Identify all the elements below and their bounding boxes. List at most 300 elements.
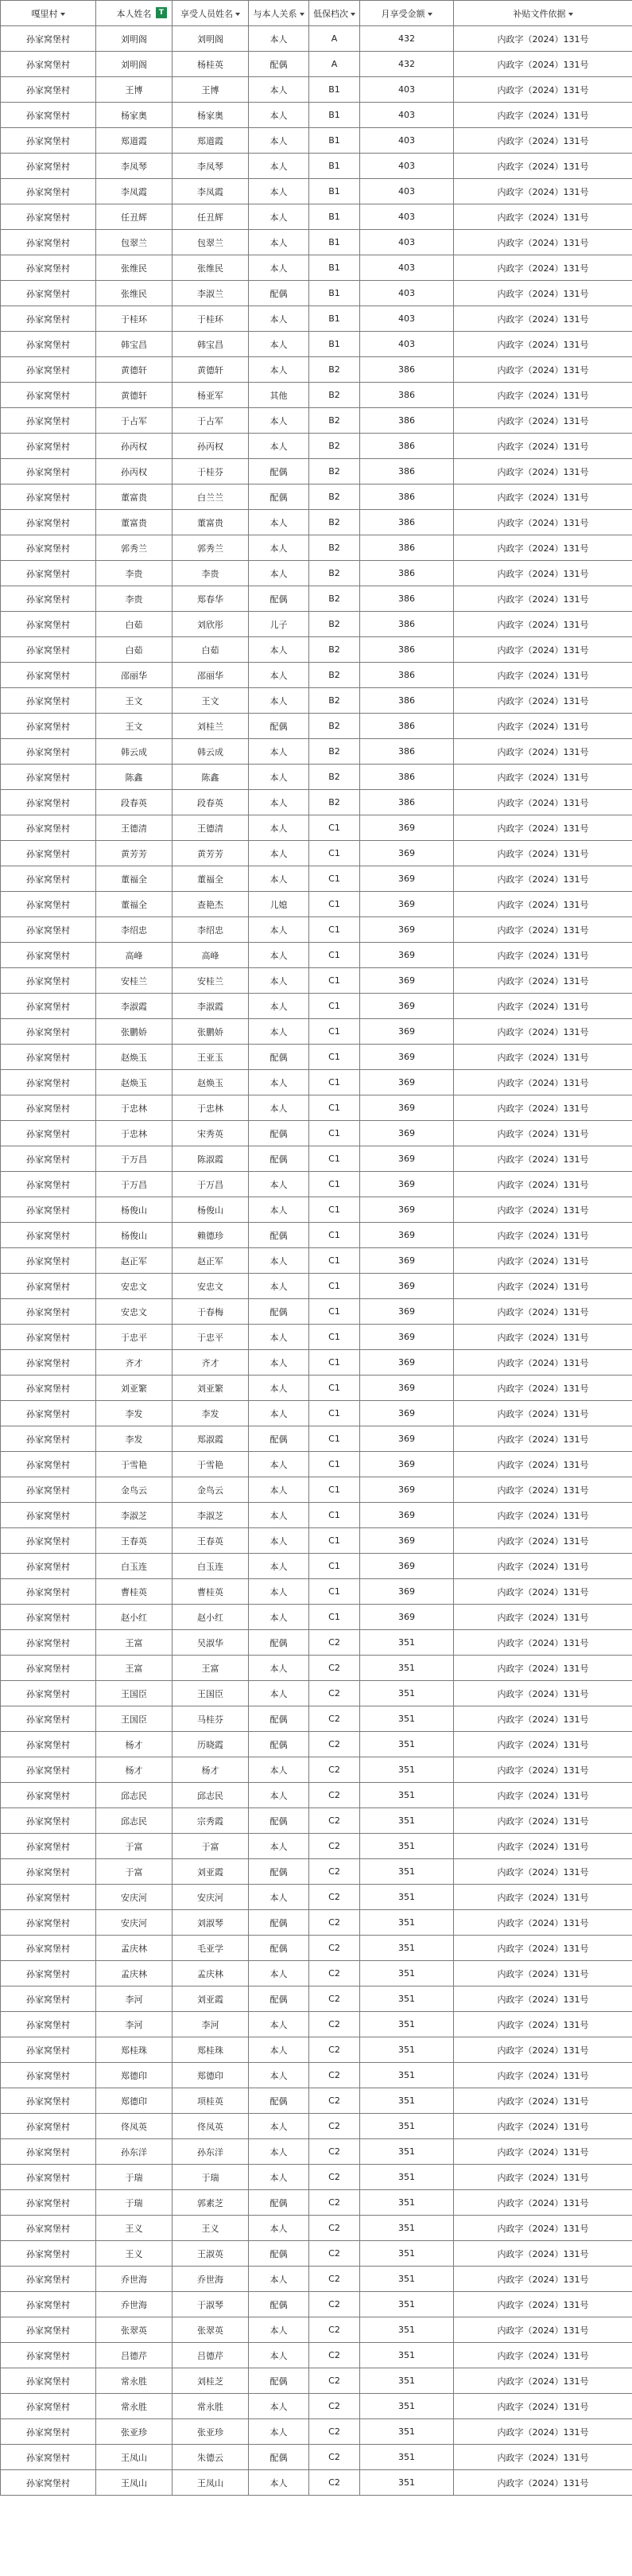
cell-tier[interactable]: C2 bbox=[309, 1706, 360, 1732]
cell-name[interactable]: 于雪艳 bbox=[96, 1452, 173, 1477]
cell-amount[interactable]: 351 bbox=[360, 2037, 454, 2063]
cell-tier[interactable]: C2 bbox=[309, 2114, 360, 2139]
cell-amount[interactable]: 386 bbox=[360, 484, 454, 510]
cell-tier[interactable]: C1 bbox=[309, 1019, 360, 1045]
chevron-down-icon[interactable] bbox=[428, 13, 432, 16]
cell-village[interactable]: 孙家窝堡村 bbox=[1, 765, 96, 790]
cell-tier[interactable]: C1 bbox=[309, 1401, 360, 1426]
cell-basis[interactable]: 内政字（2024）131号 bbox=[454, 2317, 632, 2343]
cell-amount[interactable]: 369 bbox=[360, 892, 454, 917]
cell-name[interactable]: 赵正军 bbox=[96, 1248, 173, 1274]
cell-amount[interactable]: 369 bbox=[360, 1095, 454, 1121]
cell-beneficiary[interactable]: 白兰兰 bbox=[173, 484, 249, 510]
cell-tier[interactable]: C1 bbox=[309, 1325, 360, 1350]
cell-name[interactable]: 于万昌 bbox=[96, 1146, 173, 1172]
cell-beneficiary[interactable]: 李凤霞 bbox=[173, 179, 249, 204]
cell-village[interactable]: 孙家窝堡村 bbox=[1, 230, 96, 255]
cell-basis[interactable]: 内政字（2024）131号 bbox=[454, 2368, 632, 2394]
cell-relation[interactable]: 配偶 bbox=[249, 2241, 309, 2267]
cell-amount[interactable]: 369 bbox=[360, 1350, 454, 1376]
cell-village[interactable]: 孙家窝堡村 bbox=[1, 306, 96, 332]
cell-amount[interactable]: 351 bbox=[360, 2139, 454, 2165]
cell-basis[interactable]: 内政字（2024）131号 bbox=[454, 1350, 632, 1376]
cell-basis[interactable]: 内政字（2024）131号 bbox=[454, 2343, 632, 2368]
cell-relation[interactable]: 本人 bbox=[249, 2470, 309, 2496]
cell-village[interactable]: 孙家窝堡村 bbox=[1, 1172, 96, 1197]
cell-basis[interactable]: 内政字（2024）131号 bbox=[454, 1681, 632, 1706]
cell-relation[interactable]: 配偶 bbox=[249, 1426, 309, 1452]
cell-beneficiary[interactable]: 邵丽华 bbox=[173, 663, 249, 688]
cell-beneficiary[interactable]: 赵小红 bbox=[173, 1605, 249, 1630]
cell-relation[interactable]: 本人 bbox=[249, 2037, 309, 2063]
cell-beneficiary[interactable]: 白玉连 bbox=[173, 1554, 249, 1579]
cell-name[interactable]: 佟凤英 bbox=[96, 2114, 173, 2139]
cell-village[interactable]: 孙家窝堡村 bbox=[1, 1477, 96, 1503]
cell-village[interactable]: 孙家窝堡村 bbox=[1, 968, 96, 994]
cell-amount[interactable]: 403 bbox=[360, 332, 454, 357]
cell-amount[interactable]: 386 bbox=[360, 357, 454, 383]
cell-relation[interactable]: 本人 bbox=[249, 2114, 309, 2139]
cell-relation[interactable]: 配偶 bbox=[249, 1986, 309, 2012]
cell-amount[interactable]: 351 bbox=[360, 1706, 454, 1732]
cell-beneficiary[interactable]: 于桂芬 bbox=[173, 459, 249, 484]
cell-village[interactable]: 孙家窝堡村 bbox=[1, 408, 96, 434]
cell-village[interactable]: 孙家窝堡村 bbox=[1, 1376, 96, 1401]
cell-name[interactable]: 段春英 bbox=[96, 790, 173, 815]
cell-tier[interactable]: B2 bbox=[309, 688, 360, 714]
cell-amount[interactable]: 386 bbox=[360, 612, 454, 637]
cell-beneficiary[interactable]: 郑春华 bbox=[173, 586, 249, 612]
cell-tier[interactable]: C1 bbox=[309, 1070, 360, 1095]
cell-beneficiary[interactable]: 吴淑华 bbox=[173, 1630, 249, 1656]
cell-tier[interactable]: C2 bbox=[309, 2012, 360, 2037]
cell-beneficiary[interactable]: 乔世海 bbox=[173, 2267, 249, 2292]
cell-beneficiary[interactable]: 历晓霞 bbox=[173, 1732, 249, 1757]
cell-amount[interactable]: 369 bbox=[360, 994, 454, 1019]
cell-name[interactable]: 孟庆林 bbox=[96, 1936, 173, 1961]
cell-tier[interactable]: C1 bbox=[309, 841, 360, 866]
cell-relation[interactable]: 配偶 bbox=[249, 281, 309, 306]
cell-village[interactable]: 孙家窝堡村 bbox=[1, 2343, 96, 2368]
cell-basis[interactable]: 内政字（2024）131号 bbox=[454, 866, 632, 892]
cell-beneficiary[interactable]: 李淑兰 bbox=[173, 281, 249, 306]
cell-village[interactable]: 孙家窝堡村 bbox=[1, 2088, 96, 2114]
cell-village[interactable]: 孙家窝堡村 bbox=[1, 535, 96, 561]
cell-name[interactable]: 于万昌 bbox=[96, 1172, 173, 1197]
cell-beneficiary[interactable]: 白茹 bbox=[173, 637, 249, 663]
cell-name[interactable]: 于富 bbox=[96, 1859, 173, 1885]
cell-beneficiary[interactable]: 王凤山 bbox=[173, 2470, 249, 2496]
cell-village[interactable]: 孙家窝堡村 bbox=[1, 255, 96, 281]
cell-relation[interactable]: 本人 bbox=[249, 688, 309, 714]
cell-name[interactable]: 白茹 bbox=[96, 637, 173, 663]
cell-village[interactable]: 孙家窝堡村 bbox=[1, 1528, 96, 1554]
cell-name[interactable]: 张翠英 bbox=[96, 2317, 173, 2343]
cell-tier[interactable]: C1 bbox=[309, 1554, 360, 1579]
cell-name[interactable]: 于瑞 bbox=[96, 2165, 173, 2190]
cell-village[interactable]: 孙家窝堡村 bbox=[1, 77, 96, 103]
cell-basis[interactable]: 内政字（2024）131号 bbox=[454, 1757, 632, 1783]
cell-village[interactable]: 孙家窝堡村 bbox=[1, 866, 96, 892]
cell-village[interactable]: 孙家窝堡村 bbox=[1, 1732, 96, 1757]
cell-beneficiary[interactable]: 张鹏娇 bbox=[173, 1019, 249, 1045]
cell-relation[interactable]: 配偶 bbox=[249, 1808, 309, 1834]
cell-relation[interactable]: 本人 bbox=[249, 255, 309, 281]
cell-amount[interactable]: 403 bbox=[360, 154, 454, 179]
cell-amount[interactable]: 403 bbox=[360, 179, 454, 204]
cell-name[interactable]: 王文 bbox=[96, 688, 173, 714]
cell-amount[interactable]: 369 bbox=[360, 1477, 454, 1503]
col-header-basis[interactable]: 补贴文件依据 bbox=[454, 1, 632, 26]
cell-amount[interactable]: 351 bbox=[360, 1936, 454, 1961]
cell-name[interactable]: 郑桂珠 bbox=[96, 2037, 173, 2063]
cell-name[interactable]: 董福全 bbox=[96, 892, 173, 917]
cell-relation[interactable]: 配偶 bbox=[249, 459, 309, 484]
cell-village[interactable]: 孙家窝堡村 bbox=[1, 1834, 96, 1859]
cell-basis[interactable]: 内政字（2024）131号 bbox=[454, 281, 632, 306]
cell-name[interactable]: 王凤山 bbox=[96, 2445, 173, 2470]
cell-beneficiary[interactable]: 于雪艳 bbox=[173, 1452, 249, 1477]
cell-name[interactable]: 孙丙权 bbox=[96, 434, 173, 459]
cell-relation[interactable]: 本人 bbox=[249, 103, 309, 128]
cell-name[interactable]: 李发 bbox=[96, 1426, 173, 1452]
cell-beneficiary[interactable]: 杨才 bbox=[173, 1757, 249, 1783]
cell-tier[interactable]: C2 bbox=[309, 1859, 360, 1885]
cell-tier[interactable]: C2 bbox=[309, 2317, 360, 2343]
cell-village[interactable]: 孙家窝堡村 bbox=[1, 892, 96, 917]
cell-tier[interactable]: C2 bbox=[309, 1757, 360, 1783]
cell-name[interactable]: 张亚珍 bbox=[96, 2419, 173, 2445]
cell-beneficiary[interactable]: 李凤琴 bbox=[173, 154, 249, 179]
cell-basis[interactable]: 内政字（2024）131号 bbox=[454, 1630, 632, 1656]
cell-name[interactable]: 杨家奥 bbox=[96, 103, 173, 128]
cell-tier[interactable]: B1 bbox=[309, 306, 360, 332]
cell-village[interactable]: 孙家窝堡村 bbox=[1, 1045, 96, 1070]
cell-amount[interactable]: 351 bbox=[360, 2445, 454, 2470]
cell-basis[interactable]: 内政字（2024）131号 bbox=[454, 2241, 632, 2267]
cell-name[interactable]: 邵丽华 bbox=[96, 663, 173, 688]
cell-name[interactable]: 杨才 bbox=[96, 1732, 173, 1757]
cell-relation[interactable]: 本人 bbox=[249, 866, 309, 892]
cell-name[interactable]: 孟庆林 bbox=[96, 1961, 173, 1986]
cell-basis[interactable]: 内政字（2024）131号 bbox=[454, 2165, 632, 2190]
cell-relation[interactable]: 配偶 bbox=[249, 1146, 309, 1172]
cell-basis[interactable]: 内政字（2024）131号 bbox=[454, 535, 632, 561]
cell-name[interactable]: 王国臣 bbox=[96, 1681, 173, 1706]
cell-basis[interactable]: 内政字（2024）131号 bbox=[454, 306, 632, 332]
cell-village[interactable]: 孙家窝堡村 bbox=[1, 1783, 96, 1808]
chevron-down-icon[interactable] bbox=[60, 13, 65, 16]
cell-amount[interactable]: 351 bbox=[360, 2267, 454, 2292]
cell-amount[interactable]: 369 bbox=[360, 1503, 454, 1528]
cell-village[interactable]: 孙家窝堡村 bbox=[1, 2470, 96, 2496]
cell-basis[interactable]: 内政字（2024）131号 bbox=[454, 26, 632, 52]
cell-village[interactable]: 孙家窝堡村 bbox=[1, 612, 96, 637]
cell-amount[interactable]: 369 bbox=[360, 1579, 454, 1605]
cell-name[interactable]: 刘亚繁 bbox=[96, 1376, 173, 1401]
cell-basis[interactable]: 内政字（2024）131号 bbox=[454, 383, 632, 408]
cell-amount[interactable]: 386 bbox=[360, 434, 454, 459]
cell-beneficiary[interactable]: 于瑞 bbox=[173, 2165, 249, 2190]
cell-tier[interactable]: C2 bbox=[309, 2343, 360, 2368]
cell-tier[interactable]: C1 bbox=[309, 1376, 360, 1401]
cell-basis[interactable]: 内政字（2024）131号 bbox=[454, 1426, 632, 1452]
chevron-down-icon[interactable] bbox=[351, 13, 355, 16]
cell-beneficiary[interactable]: 张亚珍 bbox=[173, 2419, 249, 2445]
cell-basis[interactable]: 内政字（2024）131号 bbox=[454, 1274, 632, 1299]
cell-relation[interactable]: 本人 bbox=[249, 1656, 309, 1681]
cell-relation[interactable]: 本人 bbox=[249, 535, 309, 561]
cell-name[interactable]: 王富 bbox=[96, 1656, 173, 1681]
cell-beneficiary[interactable]: 王富 bbox=[173, 1656, 249, 1681]
cell-name[interactable]: 包翠兰 bbox=[96, 230, 173, 255]
cell-name[interactable]: 安忠文 bbox=[96, 1274, 173, 1299]
cell-relation[interactable]: 本人 bbox=[249, 968, 309, 994]
cell-name[interactable]: 韩宝昌 bbox=[96, 332, 173, 357]
cell-name[interactable]: 杨俊山 bbox=[96, 1223, 173, 1248]
cell-amount[interactable]: 369 bbox=[360, 1528, 454, 1554]
cell-village[interactable]: 孙家窝堡村 bbox=[1, 1885, 96, 1910]
cell-basis[interactable]: 内政字（2024）131号 bbox=[454, 1248, 632, 1274]
cell-beneficiary[interactable]: 王春英 bbox=[173, 1528, 249, 1554]
cell-village[interactable]: 孙家窝堡村 bbox=[1, 1503, 96, 1528]
cell-village[interactable]: 孙家窝堡村 bbox=[1, 2317, 96, 2343]
cell-basis[interactable]: 内政字（2024）131号 bbox=[454, 943, 632, 968]
cell-amount[interactable]: 369 bbox=[360, 917, 454, 943]
cell-beneficiary[interactable]: 郭素芝 bbox=[173, 2190, 249, 2216]
col-header-relation[interactable]: 与本人关系 bbox=[249, 1, 309, 26]
cell-beneficiary[interactable]: 刘桂芝 bbox=[173, 2368, 249, 2394]
cell-tier[interactable]: C2 bbox=[309, 2292, 360, 2317]
cell-village[interactable]: 孙家窝堡村 bbox=[1, 281, 96, 306]
cell-amount[interactable]: 351 bbox=[360, 2165, 454, 2190]
cell-relation[interactable]: 本人 bbox=[249, 1350, 309, 1376]
cell-relation[interactable]: 本人 bbox=[249, 2139, 309, 2165]
cell-beneficiary[interactable]: 郑道霞 bbox=[173, 128, 249, 154]
cell-name[interactable]: 黄芳芳 bbox=[96, 841, 173, 866]
cell-beneficiary[interactable]: 刘明阁 bbox=[173, 26, 249, 52]
cell-village[interactable]: 孙家窝堡村 bbox=[1, 1350, 96, 1376]
cell-relation[interactable]: 本人 bbox=[249, 1019, 309, 1045]
cell-tier[interactable]: C1 bbox=[309, 1579, 360, 1605]
cell-basis[interactable]: 内政字（2024）131号 bbox=[454, 2114, 632, 2139]
cell-name[interactable]: 王春英 bbox=[96, 1528, 173, 1554]
cell-amount[interactable]: 369 bbox=[360, 1121, 454, 1146]
cell-beneficiary[interactable]: 刘欣彤 bbox=[173, 612, 249, 637]
cell-amount[interactable]: 369 bbox=[360, 841, 454, 866]
cell-basis[interactable]: 内政字（2024）131号 bbox=[454, 1401, 632, 1426]
cell-relation[interactable]: 本人 bbox=[249, 2216, 309, 2241]
cell-name[interactable]: 李贵 bbox=[96, 586, 173, 612]
cell-beneficiary[interactable]: 于忠平 bbox=[173, 1325, 249, 1350]
cell-name[interactable]: 李绍忠 bbox=[96, 917, 173, 943]
cell-beneficiary[interactable]: 孙东洋 bbox=[173, 2139, 249, 2165]
cell-amount[interactable]: 351 bbox=[360, 2368, 454, 2394]
cell-relation[interactable]: 本人 bbox=[249, 77, 309, 103]
cell-name[interactable]: 董富贵 bbox=[96, 484, 173, 510]
cell-beneficiary[interactable]: 李淑芝 bbox=[173, 1503, 249, 1528]
cell-name[interactable]: 李河 bbox=[96, 1986, 173, 2012]
cell-tier[interactable]: C1 bbox=[309, 1121, 360, 1146]
cell-beneficiary[interactable]: 于富 bbox=[173, 1834, 249, 1859]
cell-relation[interactable]: 本人 bbox=[249, 510, 309, 535]
cell-basis[interactable]: 内政字（2024）131号 bbox=[454, 1808, 632, 1834]
cell-name[interactable]: 黄德轩 bbox=[96, 357, 173, 383]
cell-amount[interactable]: 369 bbox=[360, 1248, 454, 1274]
cell-village[interactable]: 孙家窝堡村 bbox=[1, 1121, 96, 1146]
cell-village[interactable]: 孙家窝堡村 bbox=[1, 154, 96, 179]
cell-name[interactable]: 刘明阁 bbox=[96, 26, 173, 52]
cell-tier[interactable]: B1 bbox=[309, 179, 360, 204]
cell-tier[interactable]: C1 bbox=[309, 1299, 360, 1325]
cell-village[interactable]: 孙家窝堡村 bbox=[1, 484, 96, 510]
cell-basis[interactable]: 内政字（2024）131号 bbox=[454, 128, 632, 154]
cell-amount[interactable]: 369 bbox=[360, 1554, 454, 1579]
cell-beneficiary[interactable]: 李河 bbox=[173, 2012, 249, 2037]
cell-village[interactable]: 孙家窝堡村 bbox=[1, 1019, 96, 1045]
cell-basis[interactable]: 内政字（2024）131号 bbox=[454, 815, 632, 841]
cell-tier[interactable]: B2 bbox=[309, 535, 360, 561]
cell-name[interactable]: 王德清 bbox=[96, 815, 173, 841]
cell-basis[interactable]: 内政字（2024）131号 bbox=[454, 52, 632, 77]
cell-basis[interactable]: 内政字（2024）131号 bbox=[454, 230, 632, 255]
cell-tier[interactable]: C2 bbox=[309, 2419, 360, 2445]
cell-village[interactable]: 孙家窝堡村 bbox=[1, 2114, 96, 2139]
cell-name[interactable]: 安庆河 bbox=[96, 1885, 173, 1910]
chevron-down-icon[interactable] bbox=[235, 13, 240, 16]
cell-village[interactable]: 孙家窝堡村 bbox=[1, 1656, 96, 1681]
cell-basis[interactable]: 内政字（2024）131号 bbox=[454, 663, 632, 688]
cell-basis[interactable]: 内政字（2024）131号 bbox=[454, 1732, 632, 1757]
cell-basis[interactable]: 内政字（2024）131号 bbox=[454, 1910, 632, 1936]
cell-basis[interactable]: 内政字（2024）131号 bbox=[454, 2445, 632, 2470]
cell-amount[interactable]: 369 bbox=[360, 1172, 454, 1197]
cell-relation[interactable]: 本人 bbox=[249, 1503, 309, 1528]
cell-amount[interactable]: 351 bbox=[360, 1910, 454, 1936]
cell-basis[interactable]: 内政字（2024）131号 bbox=[454, 1579, 632, 1605]
chevron-down-icon[interactable] bbox=[568, 13, 573, 16]
cell-village[interactable]: 孙家窝堡村 bbox=[1, 637, 96, 663]
cell-name[interactable]: 于富 bbox=[96, 1834, 173, 1859]
cell-village[interactable]: 孙家窝堡村 bbox=[1, 2267, 96, 2292]
cell-beneficiary[interactable]: 于占军 bbox=[173, 408, 249, 434]
cell-basis[interactable]: 内政字（2024）131号 bbox=[454, 892, 632, 917]
cell-amount[interactable]: 369 bbox=[360, 1376, 454, 1401]
cell-beneficiary[interactable]: 赵正军 bbox=[173, 1248, 249, 1274]
cell-relation[interactable]: 配偶 bbox=[249, 1859, 309, 1885]
cell-relation[interactable]: 本人 bbox=[249, 1579, 309, 1605]
cell-village[interactable]: 孙家窝堡村 bbox=[1, 2419, 96, 2445]
cell-relation[interactable]: 本人 bbox=[249, 357, 309, 383]
cell-tier[interactable]: B2 bbox=[309, 484, 360, 510]
cell-village[interactable]: 孙家窝堡村 bbox=[1, 1706, 96, 1732]
cell-tier[interactable]: B2 bbox=[309, 790, 360, 815]
cell-beneficiary[interactable]: 赵焕玉 bbox=[173, 1070, 249, 1095]
cell-relation[interactable]: 本人 bbox=[249, 2063, 309, 2088]
cell-amount[interactable]: 351 bbox=[360, 1986, 454, 2012]
cell-village[interactable]: 孙家窝堡村 bbox=[1, 841, 96, 866]
cell-relation[interactable]: 本人 bbox=[249, 1248, 309, 1274]
cell-relation[interactable]: 本人 bbox=[249, 2317, 309, 2343]
cell-amount[interactable]: 403 bbox=[360, 230, 454, 255]
cell-beneficiary[interactable]: 董福全 bbox=[173, 866, 249, 892]
cell-name[interactable]: 李淑霞 bbox=[96, 994, 173, 1019]
cell-beneficiary[interactable]: 郑德印 bbox=[173, 2063, 249, 2088]
cell-amount[interactable]: 369 bbox=[360, 1019, 454, 1045]
cell-basis[interactable]: 内政字（2024）131号 bbox=[454, 1986, 632, 2012]
cell-tier[interactable]: B2 bbox=[309, 663, 360, 688]
cell-beneficiary[interactable]: 王德清 bbox=[173, 815, 249, 841]
cell-village[interactable]: 孙家窝堡村 bbox=[1, 2394, 96, 2419]
cell-basis[interactable]: 内政字（2024）131号 bbox=[454, 1223, 632, 1248]
cell-amount[interactable]: 369 bbox=[360, 1605, 454, 1630]
cell-beneficiary[interactable]: 李绍忠 bbox=[173, 917, 249, 943]
cell-relation[interactable]: 本人 bbox=[249, 1783, 309, 1808]
cell-basis[interactable]: 内政字（2024）131号 bbox=[454, 1197, 632, 1223]
cell-name[interactable]: 陈鑫 bbox=[96, 765, 173, 790]
cell-village[interactable]: 孙家窝堡村 bbox=[1, 2139, 96, 2165]
cell-tier[interactable]: C2 bbox=[309, 1834, 360, 1859]
cell-beneficiary[interactable]: 王文 bbox=[173, 688, 249, 714]
cell-village[interactable]: 孙家窝堡村 bbox=[1, 1452, 96, 1477]
cell-beneficiary[interactable]: 宋秀英 bbox=[173, 1121, 249, 1146]
cell-amount[interactable]: 386 bbox=[360, 535, 454, 561]
cell-village[interactable]: 孙家窝堡村 bbox=[1, 2445, 96, 2470]
cell-amount[interactable]: 403 bbox=[360, 204, 454, 230]
cell-village[interactable]: 孙家窝堡村 bbox=[1, 204, 96, 230]
cell-tier[interactable]: A bbox=[309, 52, 360, 77]
cell-amount[interactable]: 369 bbox=[360, 815, 454, 841]
cell-name[interactable]: 常永胜 bbox=[96, 2394, 173, 2419]
cell-name[interactable]: 杨俊山 bbox=[96, 1197, 173, 1223]
cell-beneficiary[interactable]: 王亚玉 bbox=[173, 1045, 249, 1070]
cell-beneficiary[interactable]: 吕德芹 bbox=[173, 2343, 249, 2368]
cell-amount[interactable]: 351 bbox=[360, 2317, 454, 2343]
cell-name[interactable]: 李凤琴 bbox=[96, 154, 173, 179]
cell-tier[interactable]: C1 bbox=[309, 917, 360, 943]
cell-tier[interactable]: B1 bbox=[309, 255, 360, 281]
cell-relation[interactable]: 其他 bbox=[249, 383, 309, 408]
cell-beneficiary[interactable]: 查艳杰 bbox=[173, 892, 249, 917]
cell-amount[interactable]: 351 bbox=[360, 2419, 454, 2445]
cell-basis[interactable]: 内政字（2024）131号 bbox=[454, 1554, 632, 1579]
cell-amount[interactable]: 351 bbox=[360, 2114, 454, 2139]
cell-relation[interactable]: 本人 bbox=[249, 26, 309, 52]
cell-basis[interactable]: 内政字（2024）131号 bbox=[454, 204, 632, 230]
cell-tier[interactable]: C2 bbox=[309, 1783, 360, 1808]
cell-tier[interactable]: C2 bbox=[309, 2470, 360, 2496]
cell-relation[interactable]: 本人 bbox=[249, 663, 309, 688]
cell-basis[interactable]: 内政字（2024）131号 bbox=[454, 1045, 632, 1070]
cell-tier[interactable]: C1 bbox=[309, 1248, 360, 1274]
cell-basis[interactable]: 内政字（2024）131号 bbox=[454, 994, 632, 1019]
cell-relation[interactable]: 配偶 bbox=[249, 1936, 309, 1961]
cell-basis[interactable]: 内政字（2024）131号 bbox=[454, 688, 632, 714]
cell-basis[interactable]: 内政字（2024）131号 bbox=[454, 637, 632, 663]
cell-tier[interactable]: C2 bbox=[309, 1808, 360, 1834]
cell-village[interactable]: 孙家窝堡村 bbox=[1, 1299, 96, 1325]
cell-basis[interactable]: 内政字（2024）131号 bbox=[454, 1146, 632, 1172]
cell-relation[interactable]: 本人 bbox=[249, 1834, 309, 1859]
cell-basis[interactable]: 内政字（2024）131号 bbox=[454, 332, 632, 357]
cell-village[interactable]: 孙家窝堡村 bbox=[1, 943, 96, 968]
cell-relation[interactable]: 配偶 bbox=[249, 1299, 309, 1325]
cell-amount[interactable]: 351 bbox=[360, 2190, 454, 2216]
cell-relation[interactable]: 本人 bbox=[249, 2419, 309, 2445]
cell-tier[interactable]: C1 bbox=[309, 1350, 360, 1376]
cell-tier[interactable]: B2 bbox=[309, 612, 360, 637]
cell-relation[interactable]: 本人 bbox=[249, 1605, 309, 1630]
